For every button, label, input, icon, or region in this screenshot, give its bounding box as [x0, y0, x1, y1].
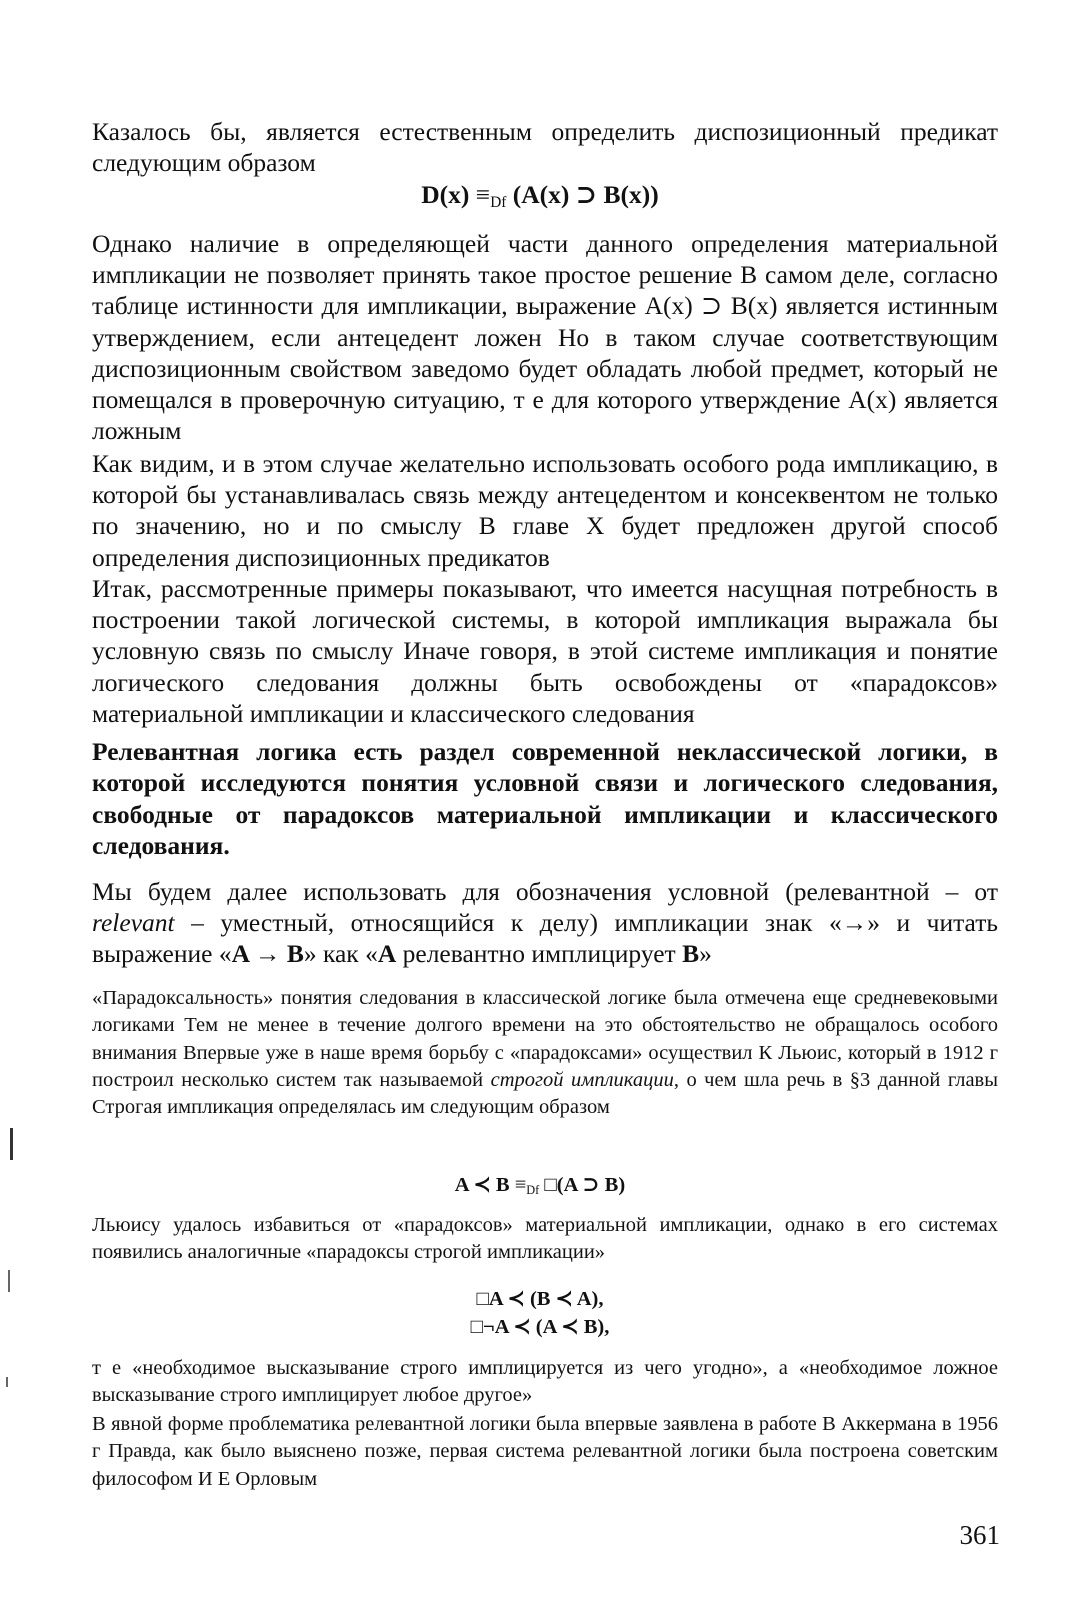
paragraph-summary-text: Итак, рассмотренные примеры показывают, что имеется насущная потребность в построении такой логической системы, в которой импликация выражала бы условную связь по смыслу Иначе говоря, в этой системе импликация и понятие логического следования должны быть освобождены от «парадоксов» материальной импликации и классического следования: [92, 574, 998, 728]
formula-paradox-1: □A ≺ (B ≺ A),: [476, 1288, 604, 1310]
paragraph-special-implication: [92, 448, 998, 573]
formula-disposition-definition: $D(x) \equiv_{Df}$ (A(x) ⊃ B(x)): [421, 180, 659, 211]
formula-paradox-2: □¬A ≺ (A ≺ B),: [470, 1316, 610, 1338]
note-ackermann: В явной форме проблематика релевантной логики была впервые заявлена в работе В Аккермана в 1956 г Правда, как было выяснено позже, первая система релевантной логики была построена советским философом И Е Орловым: [92, 1413, 998, 1490]
paragraph-special-implication-text: Как видим, и в этом случае желательно использовать особого рода импликацию, в которой бы устанавливалась связь между антецедентом и консеквентом не только по значению, но и по смыслу В главе X будет предложен другой способ определения диспозиционных предикатов: [92, 449, 998, 572]
paragraph-notation: Мы будем далее использовать для обозначения условной (релевантной – от relevant – уместный, относящийся к делу) импликации знак «→» и читать выражение «A → B» как «A релевантно имплицирует B»: [92, 877, 998, 969]
note-paradoxicality: «Парадоксальность» понятия следования в классической логике была отмечена еще средневековыми логиками Тем не менее в течение долгого времени на это обстоятельство не обращалось особого внимания Впервые уже в наше время борьбу с «парадоксами» осуществил К Льюис, который в 1912 г построил несколько систем так называемой строгой импликации, о чем шла речь в §3 данной главы Строгая импликация определялась им следующим образом: [92, 987, 998, 1119]
margin-mark: [6, 1377, 8, 1387]
margin-mark: [8, 1270, 10, 1292]
note-necessary: т е «необходимое высказывание строго имплицируется из чего угодно», а «необходимое ложное высказывание строго имплицирует любое другое»: [92, 1357, 998, 1407]
paragraph-material-implication-text: Однако наличие в определяющей части данного определения материальной импликации не позволяет принять такое простое решение В самом деле, согласно таблице истинности для импликации, выражение A(x) ⊃ B(x) является истинным утверждением, если антецедент ложен Но в таком случае соответствующим диспозиционным свойством заведомо будет обладать любой предмет, который не помещался в проверочную ситуацию, т е для которого утверждение A(x) является ложным: [92, 229, 998, 446]
paragraph-material-implication: [92, 228, 998, 446]
page-number: 361: [959, 1520, 1000, 1550]
formula-strict-implication: A ≺ $B \equiv_{Df}$ □(A ⊃ B): [454, 1174, 626, 1198]
note-lewis: Льюису удалось избавиться от «парадоксов» материальной импликации, однако в его системах появились аналогичные «парадоксы строгой импликации»: [92, 1214, 998, 1264]
paragraph-intro: [92, 116, 998, 178]
paragraph-summary: [92, 573, 998, 729]
paragraph-intro-text: Казалось бы, является естественным определить диспозиционный предикат следующим образом: [92, 117, 998, 178]
definition-relevant-logic: Релевантная логика есть раздел современной неклассической логики, в которой исследуются понятия условной связи и логического следования, свободные от парадоксов материальной импликации и классического следования.: [92, 737, 998, 861]
margin-mark: [10, 1128, 13, 1160]
